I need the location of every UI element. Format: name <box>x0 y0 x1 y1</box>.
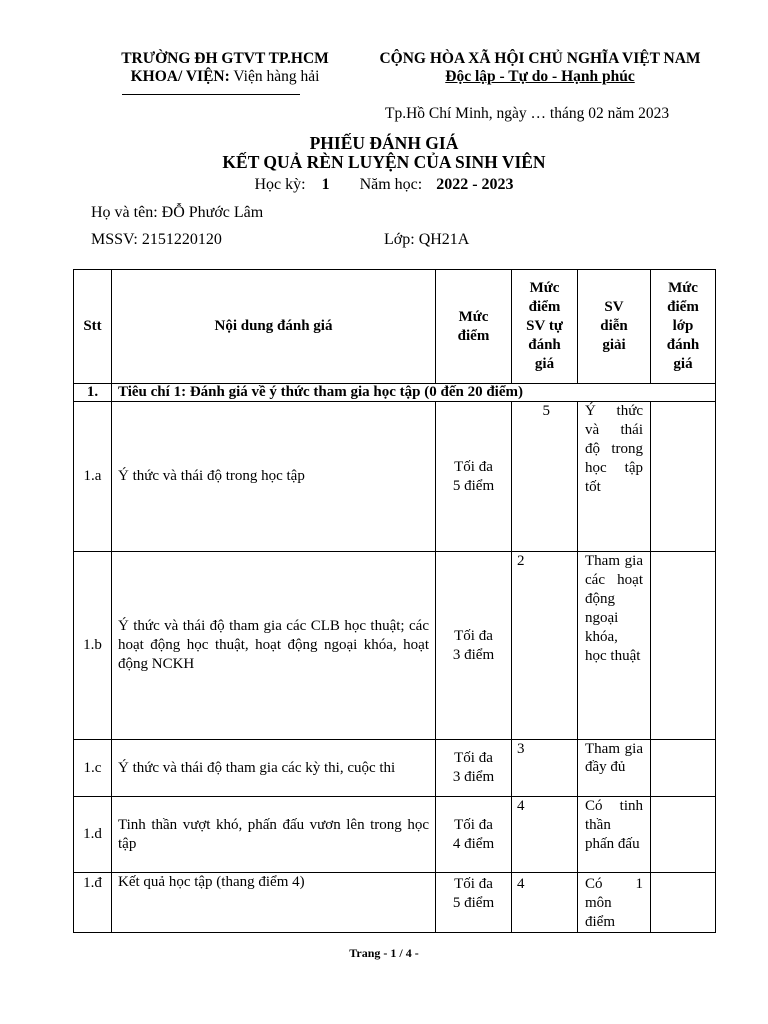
row-self-value: 5 <box>542 403 550 419</box>
row-max-line1: Tối đa <box>454 458 493 475</box>
table-row <box>74 402 716 552</box>
id-label: MSSV: <box>91 231 138 248</box>
row-max-line1: Tối đa <box>454 750 493 766</box>
row-class-score <box>651 402 716 552</box>
faculty-label: KHOA/ VIỆN: <box>130 68 230 85</box>
row-max-line2: 3 điểm <box>452 646 495 663</box>
row-self-score <box>512 740 578 797</box>
header-self-text: Mức điểm SV tự đánh giá <box>526 280 563 372</box>
row-class-score <box>651 740 716 797</box>
row-explain: Có tinh thần phấn đấu <box>578 797 651 873</box>
student-id-line <box>91 231 222 249</box>
header-max <box>436 270 512 384</box>
row-self-score <box>512 552 578 740</box>
row-max-line1: Tối đa <box>454 627 493 644</box>
section-stt: 1. <box>74 384 112 402</box>
row-self-value: 2 <box>517 553 525 569</box>
header-divider <box>122 94 300 95</box>
section-row <box>74 384 716 402</box>
row-content: Ý thức và thái độ trong học tập <box>112 402 436 552</box>
row-explain: Có 1 môn điểm <box>578 873 651 933</box>
row-max-line2: 3 điểm <box>452 769 495 785</box>
row-class-score <box>651 797 716 873</box>
student-class-line <box>384 231 469 249</box>
row-stt: 1.c <box>74 740 112 797</box>
row-max-line1: Tối đa <box>454 876 493 892</box>
student-class: QH21A <box>418 231 470 248</box>
header-stt: Stt <box>74 270 112 384</box>
school-header <box>90 50 360 86</box>
semester-label: Học kỳ: <box>254 176 306 193</box>
header-class <box>651 270 716 384</box>
evaluation-table <box>73 269 716 933</box>
row-content: Ý thức và thái độ tham gia các CLB học thuật; các hoạt động học thuật, hoạt động ngoại khóa, hoạt động NCKH <box>112 552 436 740</box>
header-max-text: Mức điểm <box>457 308 490 344</box>
row-self-score <box>512 402 578 552</box>
row-max-line1: Tối đa <box>454 816 493 833</box>
table-row <box>74 740 716 797</box>
header-self <box>512 270 578 384</box>
student-id: 2151220120 <box>141 231 222 248</box>
row-max-line2: 4 điểm <box>452 835 495 852</box>
motto: Độc lập - Tự do - Hạnh phúc <box>445 68 635 85</box>
section-title: Tiêu chí 1: Đánh giá về ý thức tham gia học tập (0 đến 20 điểm) <box>112 384 716 402</box>
table-row <box>74 552 716 740</box>
row-content: Ý thức và thái độ tham gia các kỳ thi, cuộc thi <box>112 740 436 797</box>
row-self-value: 4 <box>517 798 525 814</box>
form-title: PHIẾU ĐÁNH GIÁ <box>309 133 459 153</box>
faculty-line <box>90 68 360 86</box>
year-value: 2022 - 2023 <box>436 176 514 193</box>
row-class-score <box>651 552 716 740</box>
row-stt: 1.d <box>74 797 112 873</box>
student-name: ĐỖ Phước Lâm <box>161 204 264 221</box>
date-line: Tp.Hồ Chí Minh, ngày … tháng 02 năm 2023 <box>385 105 670 122</box>
row-explain: Tham gia các hoạt động ngoại khóa, học thuật <box>578 552 651 740</box>
row-stt: 1.a <box>74 402 112 552</box>
row-self-score <box>512 873 578 933</box>
header-explain <box>578 270 651 384</box>
school-name: TRƯỜNG ĐH GTVT TP.HCM <box>121 50 329 67</box>
row-max-line2: 5 điểm <box>452 477 495 494</box>
row-max-line2: 5 điểm <box>452 895 495 911</box>
class-label: Lớp: <box>384 231 415 248</box>
row-max <box>436 873 512 933</box>
row-explain: Tham gia đầy đủ <box>578 740 651 797</box>
row-stt: 1.đ <box>74 873 112 933</box>
row-class-score <box>651 873 716 933</box>
row-content: Kết quả học tập (thang điểm 4) <box>112 873 436 933</box>
row-self-value: 3 <box>517 741 525 757</box>
semester-value: 1 <box>321 176 330 193</box>
country-name: CỘNG HÒA XÃ HỘI CHỦ NGHĨA VIỆT NAM <box>379 50 701 67</box>
row-explain: Ý thức và thái độ trong học tập tốt <box>578 402 651 552</box>
name-label: Họ và tên: <box>91 204 158 221</box>
row-self-score <box>512 797 578 873</box>
row-max <box>436 552 512 740</box>
row-max <box>436 797 512 873</box>
table-row <box>74 873 716 933</box>
row-content: Tinh thần vượt khó, phấn đấu vươn lên trong học tập <box>112 797 436 873</box>
header-explain-text: SV diễn giải <box>600 299 628 353</box>
student-name-line <box>91 204 263 222</box>
term-line <box>0 176 768 194</box>
header-class-text: Mức điểm lớp đánh giá <box>666 280 700 372</box>
table-header-row <box>74 270 716 384</box>
country-header <box>362 50 718 86</box>
page-footer: Trang - 1 / 4 - <box>349 946 419 960</box>
header-content: Nội dung đánh giá <box>112 270 436 384</box>
row-self-value: 4 <box>517 876 525 892</box>
form-subtitle: KẾT QUẢ RÈN LUYỆN CỦA SINH VIÊN <box>222 152 546 172</box>
faculty-value: Viện hàng hải <box>233 68 320 85</box>
year-label: Năm học: <box>359 176 423 193</box>
row-stt: 1.b <box>74 552 112 740</box>
table-row <box>74 797 716 873</box>
row-max <box>436 402 512 552</box>
row-max <box>436 740 512 797</box>
